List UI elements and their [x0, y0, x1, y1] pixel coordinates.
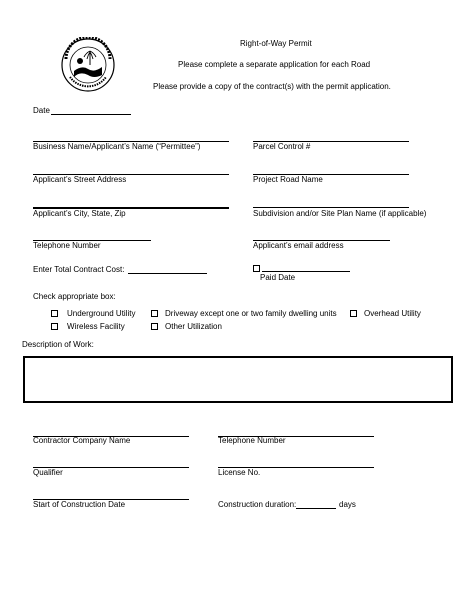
paid-date-field[interactable] [262, 271, 350, 272]
construction-duration-field[interactable] [296, 508, 336, 509]
license-label: License No. [218, 468, 261, 477]
paid-date-label: Paid Date [260, 273, 296, 282]
wireless-facility-checkbox[interactable] [51, 323, 58, 330]
start-date-label: Start of Construction Date [33, 500, 126, 509]
project-road-label: Project Road Name [253, 175, 323, 184]
city-seal-logo [60, 37, 116, 93]
driveway-checkbox[interactable] [151, 310, 158, 317]
check-box-heading: Check appropriate box: [33, 292, 116, 301]
business-name-label: Business Name/Applicant’s Name (“Permittee”) [33, 142, 201, 151]
construction-duration-label: Construction duration: [218, 500, 297, 509]
subdivision-label: Subdivision and/or Site Plan Name (if applicable) [253, 209, 427, 218]
overhead-utility-label: Overhead Utility [364, 309, 421, 318]
subdivision-field[interactable] [253, 207, 409, 208]
qualifier-label: Qualifier [33, 468, 63, 477]
contractor-company-label: Contractor Company Name [33, 436, 131, 445]
street-address-label: Applicant’s Street Address [33, 175, 127, 184]
paid-checkbox[interactable] [253, 265, 260, 272]
parcel-control-label: Parcel Control # [253, 142, 311, 151]
description-textarea[interactable] [23, 356, 453, 403]
other-utilization-label: Other Utilization [165, 322, 222, 331]
contract-cost-label: Enter Total Contract Cost: [33, 265, 125, 274]
days-label: days [339, 500, 356, 509]
instruction-line-2: Please provide a copy of the contract(s) with the permit application. [153, 82, 391, 91]
email-label: Applicant’s email address [253, 241, 344, 250]
wireless-facility-label: Wireless Facility [67, 322, 125, 331]
description-label: Description of Work: [22, 340, 94, 349]
city-state-zip-label: Applicant’s City, State, Zip [33, 209, 126, 218]
other-utilization-checkbox[interactable] [151, 323, 158, 330]
page-title: Right-of-Way Permit [240, 39, 312, 48]
underground-utility-label: Underground Utility [67, 309, 136, 318]
overhead-utility-checkbox[interactable] [350, 310, 357, 317]
contract-cost-field[interactable] [128, 273, 207, 274]
telephone-label: Telephone Number [33, 241, 101, 250]
date-field[interactable] [51, 114, 131, 115]
underground-utility-checkbox[interactable] [51, 310, 58, 317]
date-label: Date [33, 106, 50, 115]
contractor-telephone-label: Telephone Number [218, 436, 286, 445]
instruction-line-1: Please complete a separate application for each Road [178, 60, 371, 69]
driveway-label: Driveway except one or two family dwelling units [165, 309, 337, 318]
